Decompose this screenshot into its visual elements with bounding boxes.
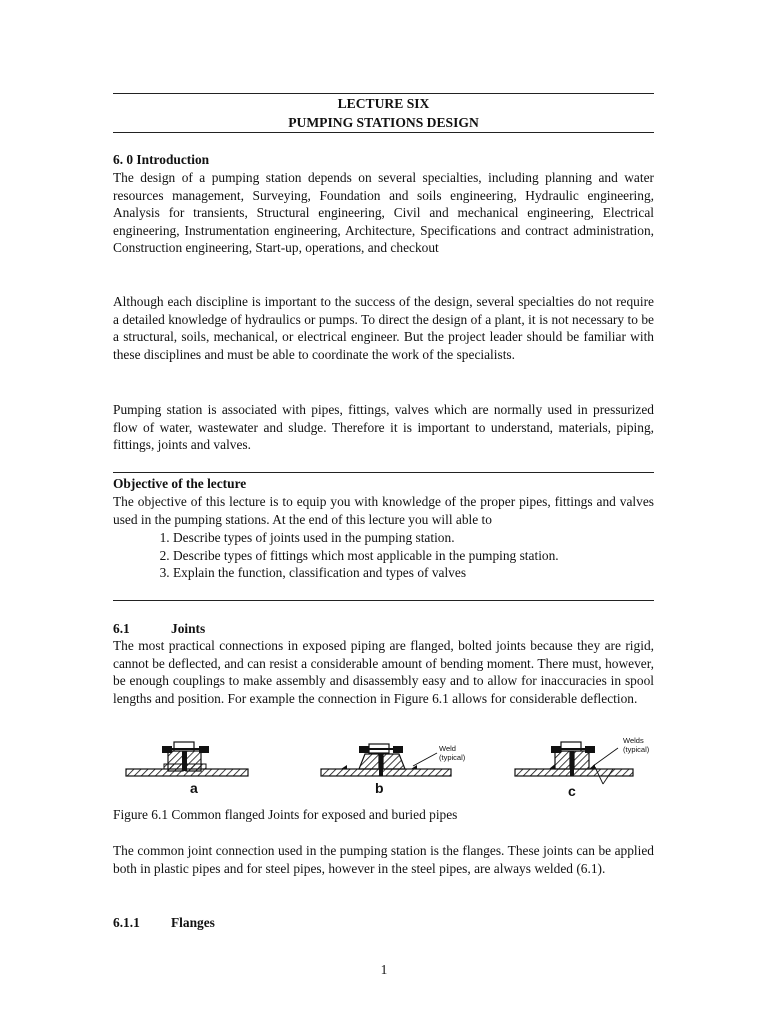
objective-list — [113, 529, 714, 582]
intro-heading: 6. 0 Introduction — [113, 152, 210, 167]
list-item: 1. Describe types of joints used in the pumping station. — [173, 529, 714, 547]
weld-label-b-line1: Weld — [439, 744, 456, 753]
section-title: Joints — [171, 621, 206, 636]
flanges-heading — [113, 914, 654, 932]
figure-label-c: c — [568, 783, 576, 799]
lecture-title: PUMPING STATIONS DESIGN — [288, 115, 479, 130]
section-number: 6.1.1 — [113, 915, 140, 930]
weld-label-c — [623, 736, 649, 754]
figure-caption: Figure 6.1 Common flanged Joints for exposed and buried pipes — [113, 807, 458, 822]
top-rule — [113, 93, 654, 94]
lecture-number: LECTURE SIX — [337, 96, 430, 111]
figure-flanged-joints — [113, 736, 654, 799]
title-rule — [113, 132, 654, 133]
objective-text: The objective of this lecture is to equip you with knowledge of the proper pipes, fittings and valves used in the pumping stations. At the end of this lecture you will able to — [113, 494, 654, 527]
list-item: 2. Describe types of fittings which most applicable in the pumping station. — [173, 547, 714, 565]
section-title: Flanges — [171, 915, 215, 930]
weld-label-b-line2: (typical) — [439, 753, 466, 762]
joints-paragraph-1: The most practical connections in exposed piping are flanged, bolted joints because they are rigid, cannot be deflected, and can resist a considerable amount of bending moment. There must, however, be enough couplings to make assembly and disassembly easy and to allow for inaccuracies in spool lengths and position. For example the connection in Figure 6.1 allows for considerable deflection. — [113, 638, 654, 706]
objective-top-rule — [113, 472, 654, 473]
figure-label-a: a — [190, 780, 198, 796]
figure-label-b: b — [375, 780, 384, 796]
joints-paragraph-2: The common joint connection used in the pumping station is the flanges. These joints can be applied both in plastic pipes and for steel pipes, however in the steel pipes, are always welded (6.1). — [113, 843, 654, 876]
section-number: 6.1 — [113, 621, 130, 636]
weld-label-b — [439, 744, 465, 762]
list-item: 3. Explain the function, classification and types of valves — [173, 564, 714, 582]
intro-paragraph-2: Although each discipline is important to the success of the design, several specialties do not require a detailed knowledge of hydraulics or pumps. To direct the design of a plant, it is not necessary to be a structural, soils, mechanical, or electrical engineer. But the project leader should be familiar with these disciplines and must be able to coordinate the work of the specialists. — [113, 294, 654, 362]
joints-heading — [113, 620, 654, 638]
page-number: 1 — [380, 962, 388, 977]
intro-paragraph-3: Pumping station is associated with pipes, fittings, valves which are normally used in pressurized flow of water, wastewater and sludge. Therefore it is important to understand, materials, piping, fittings, joints and valves. — [113, 402, 654, 453]
objective-heading: Objective of the lecture — [113, 476, 247, 491]
flange-joint-a-drawing — [124, 736, 254, 798]
objective-bottom-rule — [113, 600, 654, 601]
weld-label-c-line1: Welds — [623, 736, 644, 745]
weld-label-c-line2: (typical) — [623, 745, 650, 754]
intro-paragraph-1: The design of a pumping station depends on several specialties, including planning and water resources management, Surveying, Foundation and soils engineering, Hydraulic engineering, Analysis for transients, Structural engineering, Civil and mechanical engineering, Electrical engineering, Instrumentation engineering, Architecture, Specifications and contract administration, Construction engineering, Start-up, operations, and checkout — [113, 170, 654, 256]
